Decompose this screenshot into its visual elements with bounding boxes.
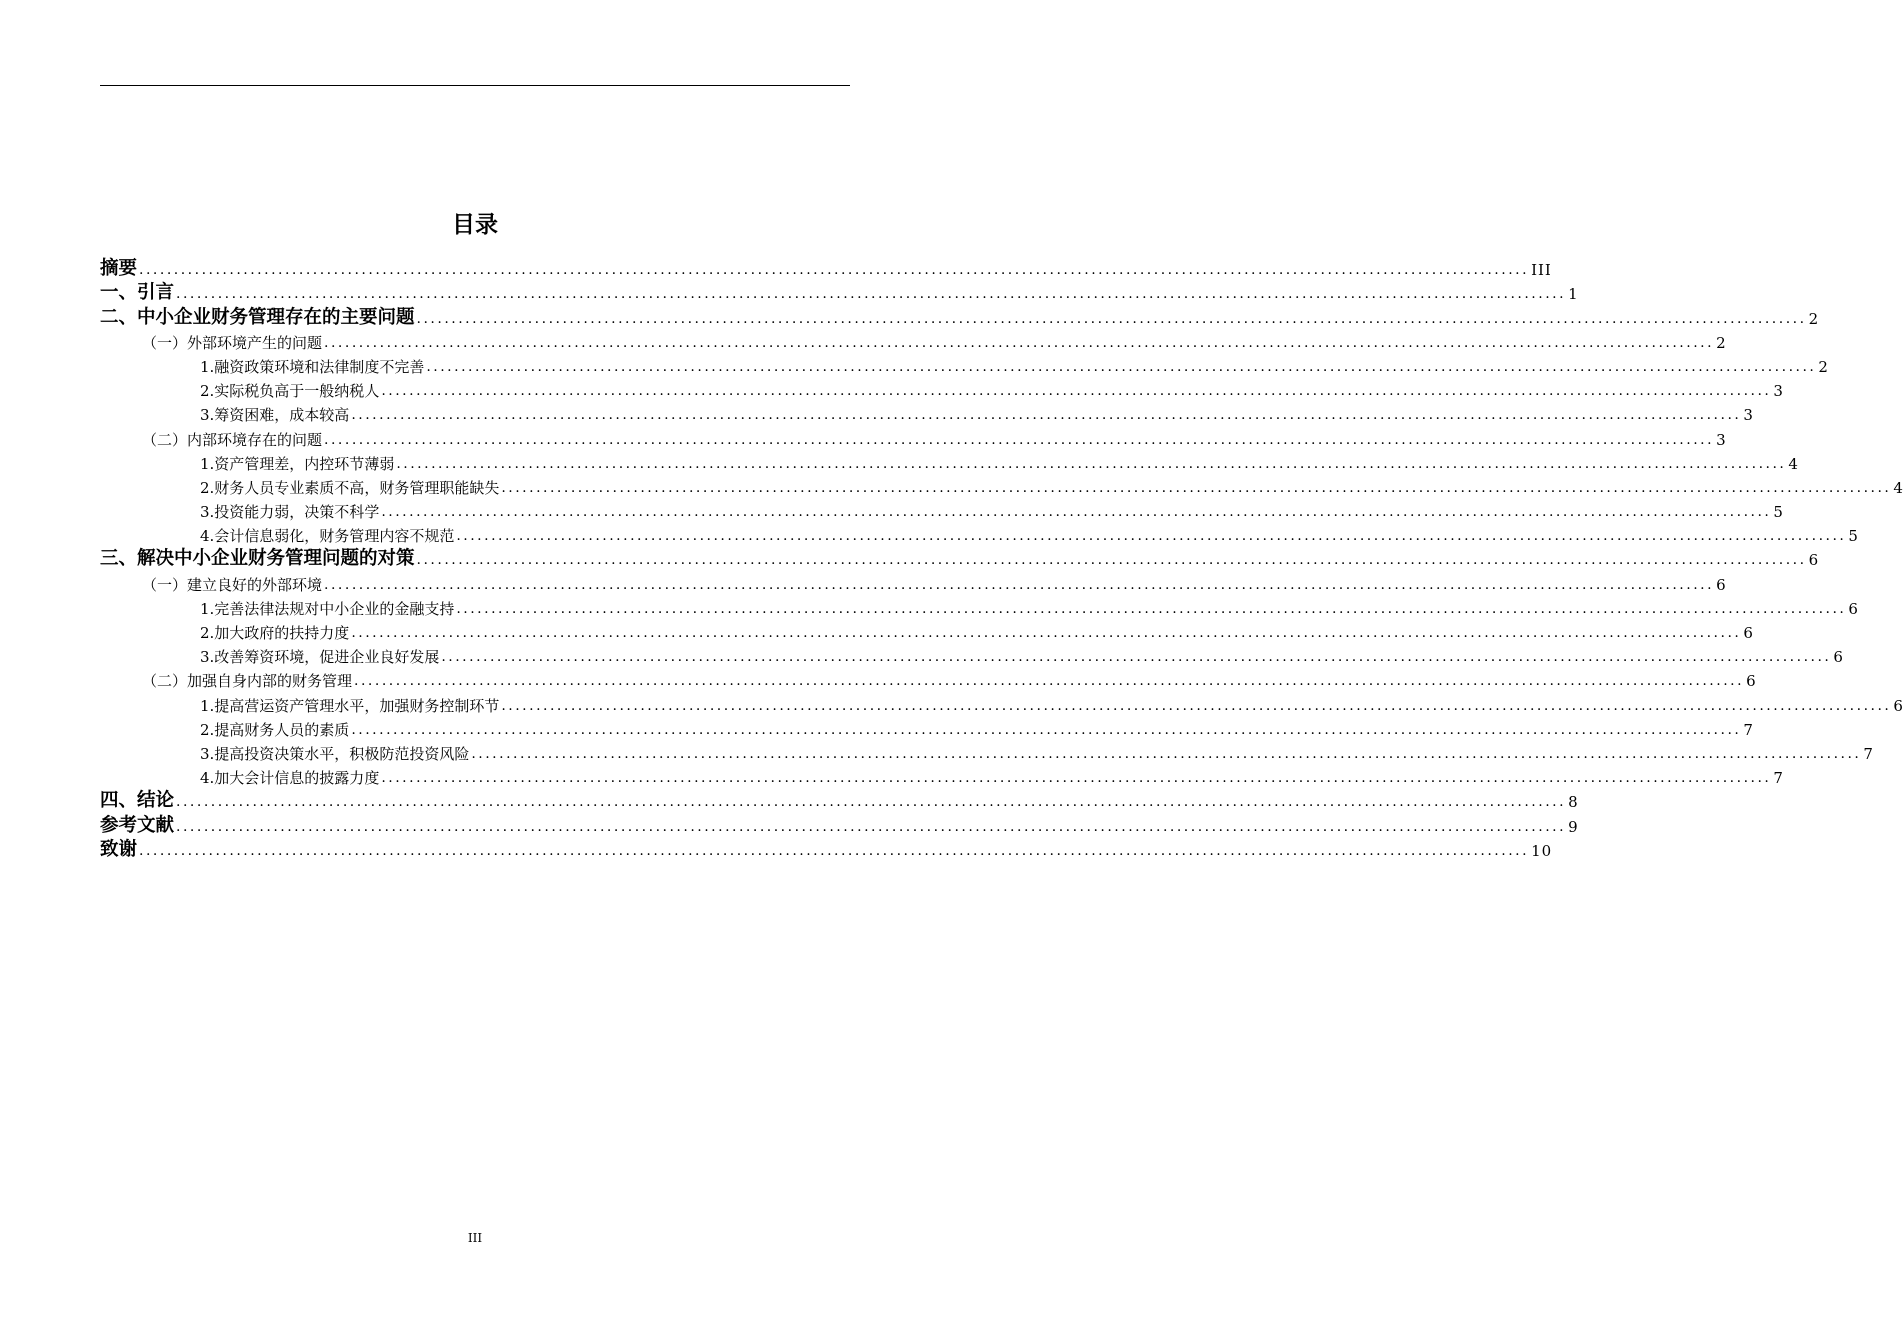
toc-leader-dots: ........................................................................................................................................................................................................ (354, 673, 1745, 690)
toc-entry-page: 4 (1788, 454, 1799, 473)
toc-entry[interactable] (100, 788, 1579, 812)
toc-entry-page: 6 (1808, 551, 1820, 570)
toc-leader-dots: ........................................................................................................................................................................................................ (426, 358, 1817, 375)
toc-entry[interactable] (100, 377, 1784, 401)
toc-entry[interactable] (100, 280, 1579, 304)
toc-entry-page: 4 (1893, 478, 1904, 497)
toc-leader-dots: ........................................................................................................................................................................................................ (416, 552, 1807, 569)
toc-entry-label: 3.筹资困难，成本较高 (200, 406, 350, 425)
toc-leader-dots: ........................................................................................................................................................................................................ (501, 697, 1892, 714)
toc-leader-dots: ........................................................................................................................................................................................................ (471, 745, 1862, 762)
toc-entry-label: 参考文献 (100, 814, 175, 836)
toc-entry-label: （二）加强自身内部的财务管理 (142, 672, 353, 691)
toc-entry[interactable] (100, 329, 1727, 353)
toc-entry-page: 10 (1531, 841, 1553, 860)
toc-entry-page: 5 (1848, 527, 1859, 546)
toc-entry[interactable] (100, 595, 1859, 619)
toc-entry[interactable] (100, 522, 1859, 546)
toc-leader-dots: ........................................................................................................................................................................................................ (176, 818, 1567, 835)
toc-entry-label: （一）建立良好的外部环境 (142, 575, 323, 594)
toc-entry-label: 4.加大会计信息的披露力度 (200, 769, 380, 788)
toc-leader-dots: ........................................................................................................................................................................................................ (381, 383, 1772, 400)
toc-leader-dots: ........................................................................................................................................................................................................ (324, 334, 1715, 351)
toc-entry[interactable] (100, 353, 1829, 377)
toc-entry-label: 1.资产管理差，内控环节薄弱 (200, 454, 395, 473)
toc-entry-page: 6 (1833, 648, 1844, 667)
toc-leader-dots: ........................................................................................................................................................................................................ (176, 794, 1567, 811)
toc-entry-label: 3.提高投资决策水平，积极防范投资风险 (200, 744, 470, 763)
toc-entry[interactable] (100, 450, 1799, 474)
toc-entry-page: 5 (1773, 503, 1784, 522)
toc-leader-dots: ........................................................................................................................................................................................................ (139, 262, 1530, 279)
footer-page-number: III (467, 1231, 483, 1245)
toc-entry[interactable] (100, 619, 1754, 643)
toc-leader-dots: ........................................................................................................................................................................................................ (456, 528, 1847, 545)
toc-entry-label: 摘要 (100, 258, 138, 280)
toc-leader-dots: ........................................................................................................................................................................................................ (441, 649, 1832, 666)
toc-entry-page: III (1531, 261, 1552, 280)
toc-leader-dots: ........................................................................................................................................................................................................ (396, 455, 1787, 472)
toc-entry-label: 2.实际税负高于一般纳税人 (200, 382, 380, 401)
toc-leader-dots: ........................................................................................................................................................................................................ (351, 721, 1742, 738)
toc-entry-page: 2 (1808, 309, 1820, 328)
toc-entry-label: 四、结论 (100, 790, 175, 812)
toc-entry-page: 9 (1568, 817, 1579, 836)
toc-entry-page: 6 (1743, 624, 1754, 642)
toc-entry[interactable] (100, 667, 1757, 691)
toc-entry[interactable] (100, 256, 1552, 280)
toc-entry[interactable] (100, 764, 1784, 788)
toc-entry[interactable] (100, 304, 1820, 328)
toc-leader-dots: ........................................................................................................................................................................................................ (139, 842, 1530, 859)
toc-entry[interactable] (100, 546, 1820, 570)
toc-entry-label: 4.会计信息弱化，财务管理内容不规范 (200, 527, 455, 546)
toc-entry-page: 6 (1893, 696, 1904, 715)
toc-entry-label: 致谢 (100, 838, 138, 860)
toc-entry[interactable] (100, 570, 1727, 594)
toc-leader-dots: ........................................................................................................................................................................................................ (176, 286, 1567, 303)
toc-entry-page: 6 (1848, 599, 1859, 618)
toc-entry-label: 3.改善筹资环境，促进企业良好发展 (200, 648, 440, 667)
table-of-contents (100, 256, 1904, 861)
toc-entry-page: 1 (1568, 285, 1579, 304)
toc-entry-label: （二）内部环境存在的问题 (142, 430, 323, 449)
toc-entry-label: 2.提高财务人员的素质 (200, 720, 350, 739)
toc-entry[interactable] (100, 691, 1904, 715)
toc-entry[interactable] (100, 401, 1754, 425)
toc-leader-dots: ........................................................................................................................................................................................................ (351, 625, 1742, 641)
toc-entry-page: 7 (1863, 744, 1874, 763)
toc-leader-dots: ........................................................................................................................................................................................................ (381, 770, 1772, 787)
toc-leader-dots: ........................................................................................................................................................................................................ (324, 576, 1715, 593)
toc-entry-label: 三、解决中小企业财务管理问题的对策 (100, 548, 415, 570)
toc-entry[interactable] (100, 498, 1784, 522)
toc-title: 目录 (452, 212, 498, 238)
toc-leader-dots: ........................................................................................................................................................................................................ (351, 407, 1742, 424)
toc-entry[interactable] (100, 643, 1844, 667)
toc-entry-label: （一）外部环境产生的问题 (142, 333, 323, 352)
toc-entry-page: 6 (1716, 575, 1727, 594)
toc-leader-dots: ........................................................................................................................................................................................................ (501, 479, 1892, 496)
toc-entry[interactable] (100, 716, 1754, 740)
toc-entry-page: 3 (1716, 430, 1727, 449)
toc-entry-label: 1.提高营运资产管理水平，加强财务控制环节 (200, 696, 500, 715)
toc-leader-dots: ........................................................................................................................................................................................................ (324, 431, 1715, 448)
toc-entry-label: 1.完善法律法规对中小企业的金融支持 (200, 599, 455, 618)
toc-leader-dots: ........................................................................................................................................................................................................ (381, 504, 1772, 521)
toc-entry-page: 3 (1773, 382, 1784, 401)
toc-entry-label: 二、中小企业财务管理存在的主要问题 (100, 306, 415, 328)
toc-entry-label: 2.财务人员专业素质不高，财务管理职能缺失 (200, 478, 500, 497)
toc-entry[interactable] (100, 837, 1553, 861)
toc-leader-dots: ........................................................................................................................................................................................................ (416, 310, 1807, 327)
toc-entry-page: 7 (1743, 720, 1754, 739)
toc-entry-label: 一、引言 (100, 282, 175, 304)
toc-entry-page: 6 (1746, 672, 1757, 691)
toc-entry-page: 2 (1716, 333, 1727, 352)
toc-entry-label: 1.融资政策环境和法律制度不完善 (200, 357, 425, 376)
toc-entry-label: 3.投资能力弱，决策不科学 (200, 503, 380, 522)
toc-leader-dots: ........................................................................................................................................................................................................ (456, 600, 1847, 617)
header-rule (100, 85, 850, 86)
toc-entry[interactable] (100, 425, 1727, 449)
toc-entry[interactable] (100, 740, 1874, 764)
toc-entry-page: 7 (1773, 769, 1784, 788)
toc-entry-page: 2 (1818, 357, 1829, 376)
toc-entry-label: 2.加大政府的扶持力度 (200, 624, 350, 642)
toc-entry[interactable] (100, 812, 1579, 836)
toc-entry[interactable] (100, 474, 1904, 498)
toc-entry-page: 3 (1743, 406, 1754, 425)
toc-entry-page: 8 (1568, 793, 1579, 812)
